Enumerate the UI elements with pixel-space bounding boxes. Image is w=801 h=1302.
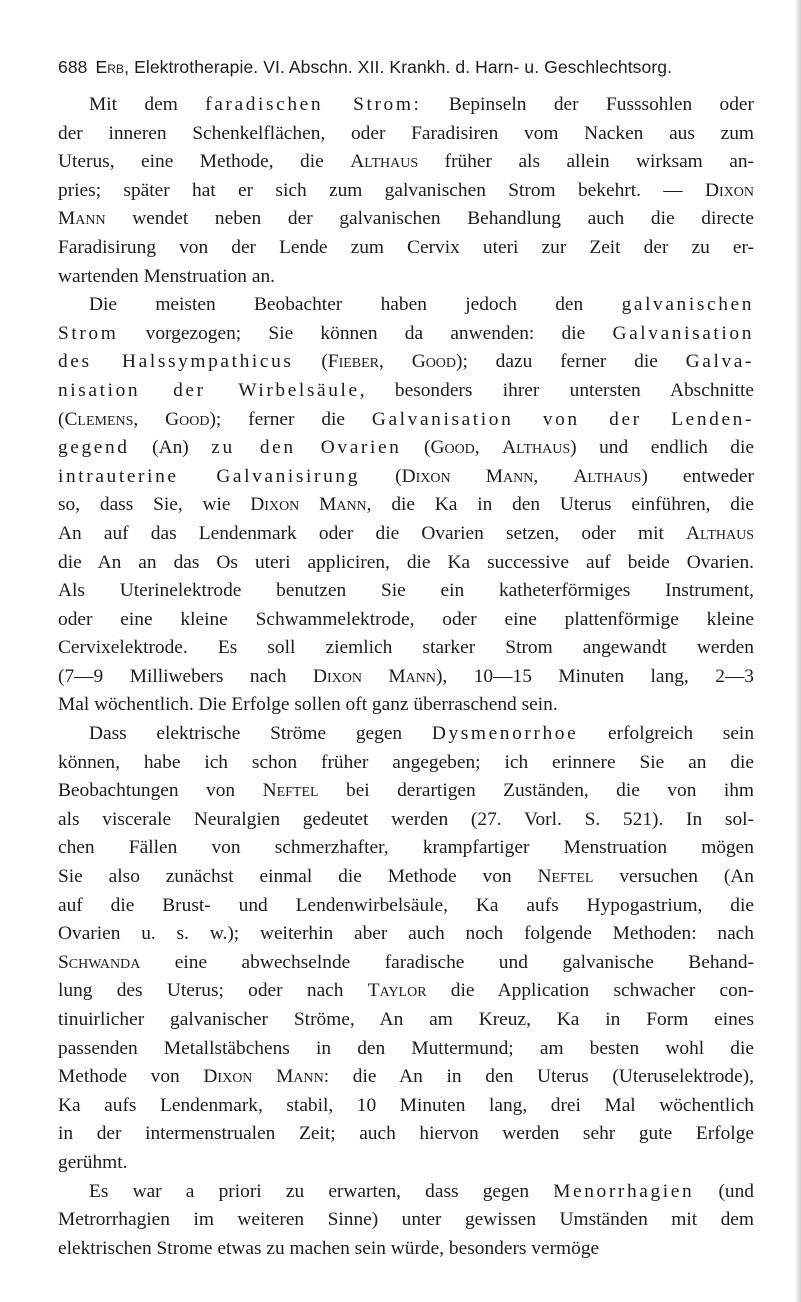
text-line — [58, 148, 754, 177]
text-line — [58, 606, 754, 635]
body-text — [58, 91, 754, 1263]
text-line — [58, 1149, 754, 1178]
text-line — [58, 377, 754, 406]
text-run: An auf das Lendenmark oder die Ovarien setzen, oder mit — [58, 522, 687, 544]
text-run: , — [474, 437, 503, 459]
text-run: wendet neben der galvanischen Behandlung auch die directe — [105, 208, 754, 230]
text-run: als viscerale Neuralgien gedeutet werden (27. Vorl. S. 521). In sol- — [58, 808, 754, 830]
text-run: in der intermenstrualen Zeit; auch hiervon werden sehr gute Erfolge — [58, 1123, 754, 1145]
text-run: : die An in den Uterus (Uteruselektrode), — [323, 1066, 754, 1088]
text-run: die Application schwacher con- — [426, 980, 754, 1002]
text-run: auf die Brust- und Lendenwirbelsäule, Ka aufs Hypogastrium, die — [58, 894, 754, 916]
page-number: 688 — [58, 57, 88, 77]
text-line — [58, 1092, 754, 1121]
text-run: können, habe ich schon früher angegeben; ich erinnere Sie an die — [58, 751, 754, 773]
text-run: Die meisten Beobachter haben jedoch den — [89, 294, 622, 316]
spaced-emphasis: galvanischen — [621, 294, 754, 316]
text-line — [58, 1178, 754, 1207]
text-run: Methode von — [58, 1066, 204, 1088]
text-line — [58, 120, 754, 149]
text-line — [58, 977, 754, 1006]
text-line — [58, 320, 754, 349]
text-run: (An) — [129, 437, 212, 459]
spaced-emphasis: nisation der Wirbelsäule — [58, 379, 360, 401]
text-run: pries; später hat er sich zum galvanischen Strom bekehrt. — — [58, 179, 705, 201]
running-head — [58, 55, 748, 79]
text-run: ); ferner die — [209, 408, 372, 430]
text-run: elektrischen Strome etwas zu machen sein würde, besonders vermöge — [58, 1237, 600, 1259]
spaced-emphasis: Galvanisation von der Lenden- — [371, 408, 755, 430]
text-line — [58, 434, 754, 463]
text-run: wartenden Menstruation an. — [58, 265, 275, 287]
author-name: Neftel — [537, 866, 594, 888]
text-line — [58, 720, 754, 749]
text-line — [58, 234, 754, 263]
author-name: Dixon Mann — [401, 465, 534, 487]
text-run: Uterus, eine Methode, die — [58, 151, 351, 173]
text-line — [58, 1235, 754, 1264]
author-name: Schwanda — [58, 951, 141, 973]
author-name: Mann — [58, 208, 106, 230]
text-line — [58, 691, 754, 720]
spaced-emphasis: Menorrhagien — [553, 1180, 695, 1202]
text-line — [58, 491, 754, 520]
text-run: Als Uterinelektrode benutzen Sie ein katheterförmiges Instrument, — [58, 580, 754, 602]
running-head-author: Erb — [95, 57, 125, 77]
text-run: ( — [401, 437, 431, 459]
text-run: Cervixelektrode. Es soll ziemlich starker Strom angewandt werden — [58, 637, 754, 659]
author-name: Neftel — [262, 780, 319, 802]
text-line — [58, 291, 754, 320]
text-run: ( — [293, 351, 328, 373]
text-run: ( — [58, 408, 65, 430]
text-run: Metrorrhagien im weiteren Sinne) unter gewissen Umständen mit dem — [58, 1209, 754, 1231]
author-name: Good — [165, 408, 210, 430]
text-run: Faradisirung von der Lende zum Cervix uteri zur Zeit der zu er- — [58, 236, 754, 258]
text-run: tinuirlicher galvanischer Ströme, An am Kreuz, Ka in Form eines — [58, 1009, 754, 1030]
text-line — [58, 406, 754, 435]
text-line — [58, 1206, 754, 1235]
text-run: Bepinseln der Fusssohlen oder — [421, 94, 754, 115]
author-name: Althaus — [686, 522, 754, 544]
author-name: Althaus — [573, 465, 642, 487]
text-line — [58, 520, 754, 549]
text-line — [58, 91, 754, 120]
text-line — [58, 1035, 754, 1064]
text-line — [58, 806, 754, 835]
text-line — [58, 577, 754, 606]
author-name: Fieber — [327, 351, 380, 373]
spaced-emphasis: zu den Ovarien — [211, 437, 402, 459]
text-run: eine abwechselnde faradische und galvanische Behand- — [140, 951, 754, 973]
text-run: Es war a priori zu erwarten, dass gegen — [89, 1180, 554, 1202]
text-line — [58, 177, 754, 206]
text-run: , — [533, 465, 574, 487]
text-line — [58, 1063, 754, 1092]
text-line — [58, 663, 754, 692]
text-run: lung des Uterus; oder nach — [58, 980, 368, 1002]
text-run: chen Fällen von schmerzhafter, krampfartiger Menstruation mögen — [58, 837, 754, 859]
text-run: vorgezogen; Sie können da anwenden: die — [118, 322, 613, 344]
page-edge-shadow — [795, 0, 801, 1302]
text-run: ) entweder — [641, 465, 754, 487]
text-run: (und — [694, 1180, 754, 1202]
running-head-title: , Elektrotherapie. VI. Abschn. XII. Krankh. d. Harn- u. Geschlechtsorg. — [124, 57, 673, 77]
text-line — [58, 348, 754, 377]
text-run: versuchen (An — [593, 866, 754, 888]
text-run: die An an das Os uteri appliciren, die Ka successive auf beide Ovarien. — [58, 551, 754, 573]
text-line — [58, 463, 754, 492]
spaced-emphasis: Galva- — [685, 351, 754, 373]
text-run: (7—9 Milliwebers nach — [58, 665, 313, 687]
text-run: ) und endlich die — [570, 437, 754, 459]
text-run: Sie also zunächst einmal die Methode von — [58, 866, 538, 888]
text-line — [58, 834, 754, 863]
text-run: , — [379, 351, 412, 373]
text-line — [58, 263, 754, 292]
text-run: bei derartigen Zuständen, die von ihm — [318, 780, 754, 802]
text-line — [58, 920, 754, 949]
text-run: früher als allein wirksam an- — [418, 151, 754, 173]
text-line — [58, 949, 754, 978]
text-run: passenden Metallstäbchens in den Muttermund; am besten wohl die — [58, 1037, 754, 1059]
spaced-emphasis: intrauterine Galvanisirung — [58, 465, 360, 487]
text-run: Ovarien u. s. w.); weiterhin aber auch noch folgende Methoden: nach — [58, 923, 754, 945]
text-run: gerühmt. — [58, 1151, 128, 1173]
text-run: so, dass Sie, wie — [58, 494, 251, 516]
author-name: Althaus — [502, 437, 571, 459]
spaced-emphasis: Dysmenorrhoe — [431, 723, 579, 745]
text-run: , — [133, 408, 166, 430]
text-run: Mit dem — [89, 94, 206, 115]
text-line — [58, 863, 754, 892]
author-name: Good — [430, 437, 475, 459]
text-run: oder eine kleine Schwammelektrode, oder eine plattenförmige kleine — [58, 608, 754, 630]
text-run: , besonders ihrer untersten Abschnitte — [359, 379, 754, 401]
text-line — [58, 549, 754, 578]
author-name: Dixon — [705, 179, 754, 201]
author-name: Dixon Mann — [312, 665, 436, 687]
text-line — [58, 892, 754, 921]
text-line — [58, 749, 754, 778]
text-run: ); dazu ferner die — [456, 351, 686, 373]
author-name: Good — [411, 351, 457, 373]
spaced-emphasis: gegend — [58, 437, 130, 459]
text-run: Mal wöchentlich. Die Erfolge sollen oft ganz überraschend sein. — [58, 694, 558, 716]
text-line — [58, 777, 754, 806]
text-line — [58, 1120, 754, 1149]
spaced-emphasis: faradischen Strom: — [205, 94, 422, 115]
author-name: Dixon Mann — [203, 1066, 324, 1088]
text-line — [58, 205, 754, 234]
text-run: , die Ka in den Uterus einführen, die — [366, 494, 754, 516]
text-run: erfolgreich sein — [578, 723, 755, 745]
text-line — [58, 1006, 754, 1035]
text-run: Ka aufs Lendenmark, stabil, 10 Minuten lang, drei Mal wöchentlich — [58, 1094, 754, 1116]
text-run: der inneren Schenkelflächen, oder Faradisiren vom Nacken aus zum — [58, 122, 754, 144]
spaced-emphasis: Galvanisation — [612, 322, 754, 344]
author-name: Clemens — [64, 408, 134, 430]
text-line — [58, 634, 754, 663]
spaced-emphasis: des Halssympathicus — [58, 351, 294, 373]
text-run: Beobachtungen von — [58, 780, 263, 802]
author-name: Dixon Mann — [250, 494, 367, 516]
author-name: Taylor — [367, 980, 427, 1002]
text-run: ( — [359, 465, 402, 487]
text-run: ), 10—15 Minuten lang, 2—3 — [435, 665, 755, 687]
spaced-emphasis: Strom — [58, 322, 119, 344]
author-name: Althaus — [350, 151, 419, 173]
text-run: Dass elektrische Ströme gegen — [89, 723, 432, 745]
